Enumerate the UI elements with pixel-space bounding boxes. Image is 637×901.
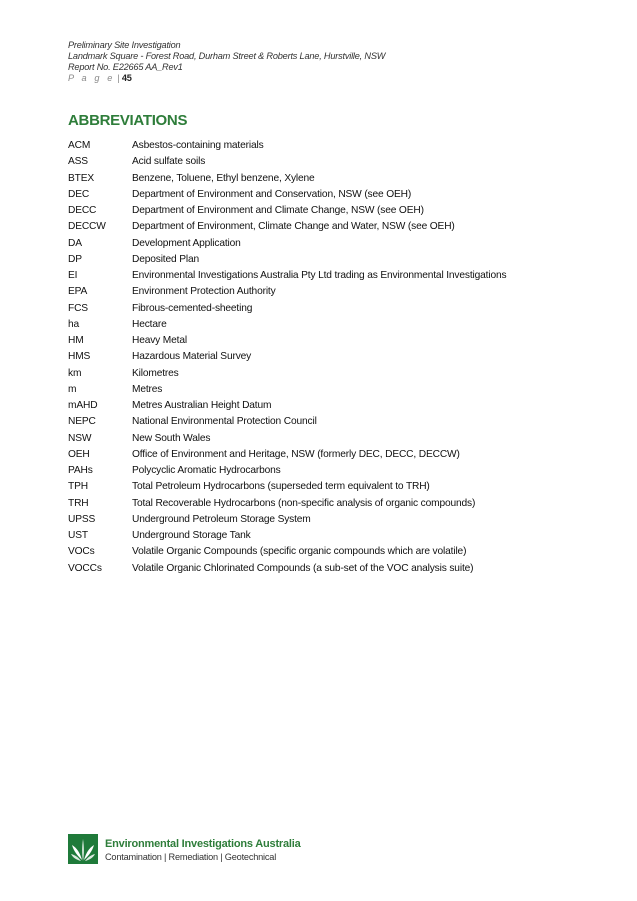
- report-number: Report No. E22665 AA_Rev1: [68, 62, 183, 72]
- page-header: [68, 40, 385, 84]
- abbreviation-row: [68, 545, 588, 561]
- abbreviation-definition: Benzene, Toluene, Ethyl benzene, Xylene: [132, 172, 315, 184]
- abbreviation-row: [68, 513, 588, 529]
- abbreviation-definition: Development Application: [132, 237, 241, 249]
- abbreviation-row: [68, 285, 588, 301]
- services-tagline: Contamination | Remediation | Geotechnical: [105, 852, 277, 862]
- abbreviation-definition: Acid sulfate soils: [132, 156, 206, 168]
- abbreviation-row: [68, 188, 588, 204]
- site-address: Landmark Square - Forest Road, Durham Street & Roberts Lane, Hurstville, NSW: [68, 51, 386, 61]
- abbreviation-term: ASS: [68, 156, 88, 168]
- abbreviation-term: UPSS: [68, 513, 96, 525]
- abbreviation-term: FCS: [68, 302, 88, 314]
- abbreviation-term: TRH: [68, 497, 89, 509]
- abbreviation-definition: Asbestos-containing materials: [132, 140, 264, 151]
- abbreviation-definition: Total Petroleum Hydrocarbons (superseded term equivalent to TRH): [132, 481, 430, 493]
- abbreviation-row: [68, 172, 588, 188]
- abbreviation-definition: Polycyclic Aromatic Hydrocarbons: [132, 465, 281, 476]
- abbreviation-term: m: [68, 383, 77, 395]
- abbreviation-row: [68, 237, 588, 253]
- abbreviation-term: UST: [68, 530, 88, 541]
- abbreviation-row: [68, 562, 588, 578]
- page-separator: |: [117, 73, 120, 83]
- organisation-name: Environmental Investigations Australia: [105, 838, 301, 850]
- abbreviation-row: [68, 480, 588, 496]
- abbreviation-term: DP: [68, 253, 82, 265]
- abbreviation-term: mAHD: [68, 400, 98, 411]
- abbreviation-row: [68, 350, 588, 366]
- abbreviation-term: OEH: [68, 448, 90, 460]
- abbreviation-term: HM: [68, 335, 84, 346]
- abbreviation-row: [68, 432, 588, 448]
- abbreviation-row: [68, 253, 588, 269]
- abbreviation-term: DECCW: [68, 221, 106, 233]
- leaf-logo-icon: [68, 834, 98, 864]
- footer-branding: [105, 838, 301, 863]
- abbreviation-row: [68, 318, 588, 334]
- abbreviation-term: VOCCs: [68, 562, 102, 574]
- abbreviation-row: [68, 204, 588, 220]
- abbreviations-list: [68, 139, 588, 578]
- abbreviation-row: [68, 529, 588, 545]
- abbreviation-definition: Environment Protection Authority: [132, 286, 276, 298]
- abbreviation-definition: Deposited Plan: [132, 253, 199, 265]
- abbreviation-term: PAHs: [68, 465, 93, 476]
- abbreviation-term: NSW: [68, 432, 92, 444]
- abbreviation-definition: Department of Environment, Climate Change and Water, NSW (see OEH): [132, 221, 455, 233]
- page-number: 45: [121, 73, 132, 83]
- abbreviation-row: [68, 415, 588, 431]
- abbreviation-definition: National Environmental Protection Council: [132, 416, 317, 428]
- abbreviation-definition: Metres: [132, 383, 163, 395]
- abbreviation-term: NEPC: [68, 416, 96, 428]
- abbreviation-definition: Department of Environment and Climate Change, NSW (see OEH): [132, 205, 424, 216]
- abbreviation-definition: Metres Australian Height Datum: [132, 400, 272, 411]
- abbreviation-row: [68, 383, 588, 399]
- abbreviation-definition: Volatile Organic Compounds (specific organic compounds which are volatile): [132, 546, 467, 558]
- abbreviation-term: ACM: [68, 140, 91, 151]
- section-title: ABBREVIATIONS: [68, 112, 188, 129]
- abbreviation-definition: Volatile Organic Chlorinated Compounds (a sub-set of the VOC analysis suite): [132, 562, 474, 574]
- page-label: P a g e: [68, 73, 115, 83]
- abbreviation-row: [68, 497, 588, 513]
- abbreviation-row: [68, 269, 588, 285]
- abbreviation-term: DECC: [68, 205, 97, 216]
- abbreviation-definition: Underground Storage Tank: [132, 530, 251, 541]
- abbreviation-definition: Fibrous-cemented-sheeting: [132, 302, 253, 314]
- abbreviation-term: HMS: [68, 351, 91, 363]
- abbreviation-definition: Heavy Metal: [132, 335, 187, 346]
- abbreviation-term: EPA: [68, 286, 88, 298]
- abbreviation-term: EI: [68, 270, 78, 281]
- abbreviation-definition: Hazardous Material Survey: [132, 351, 252, 363]
- abbreviation-term: km: [68, 367, 82, 379]
- abbreviation-row: [68, 399, 588, 415]
- abbreviation-row: [68, 155, 588, 171]
- abbreviation-term: ha: [68, 318, 80, 330]
- abbreviation-term: DA: [68, 237, 82, 249]
- abbreviation-row: [68, 334, 588, 350]
- abbreviation-definition: Underground Petroleum Storage System: [132, 513, 311, 525]
- abbreviation-term: DEC: [68, 188, 90, 200]
- abbreviation-definition: Environmental Investigations Australia Pty Ltd trading as Environmental Investigations: [132, 270, 507, 281]
- report-title: Preliminary Site Investigation: [68, 40, 181, 50]
- abbreviation-definition: Office of Environment and Heritage, NSW (formerly DEC, DECC, DECCW): [132, 448, 460, 460]
- abbreviation-row: [68, 139, 588, 155]
- abbreviation-row: [68, 464, 588, 480]
- abbreviation-definition: New South Wales: [132, 432, 211, 444]
- abbreviation-definition: Total Recoverable Hydrocarbons (non-specific analysis of organic compounds): [132, 497, 476, 509]
- abbreviation-term: VOCs: [68, 546, 95, 558]
- abbreviation-row: [68, 448, 588, 464]
- abbreviation-definition: Hectare: [132, 318, 167, 330]
- abbreviation-term: BTEX: [68, 172, 95, 184]
- abbreviation-definition: Kilometres: [132, 367, 179, 379]
- abbreviation-row: [68, 367, 588, 383]
- page-indicator: [68, 73, 385, 84]
- abbreviation-row: [68, 302, 588, 318]
- abbreviation-row: [68, 220, 588, 236]
- abbreviation-definition: Department of Environment and Conservation, NSW (see OEH): [132, 188, 412, 200]
- abbreviation-term: TPH: [68, 481, 88, 493]
